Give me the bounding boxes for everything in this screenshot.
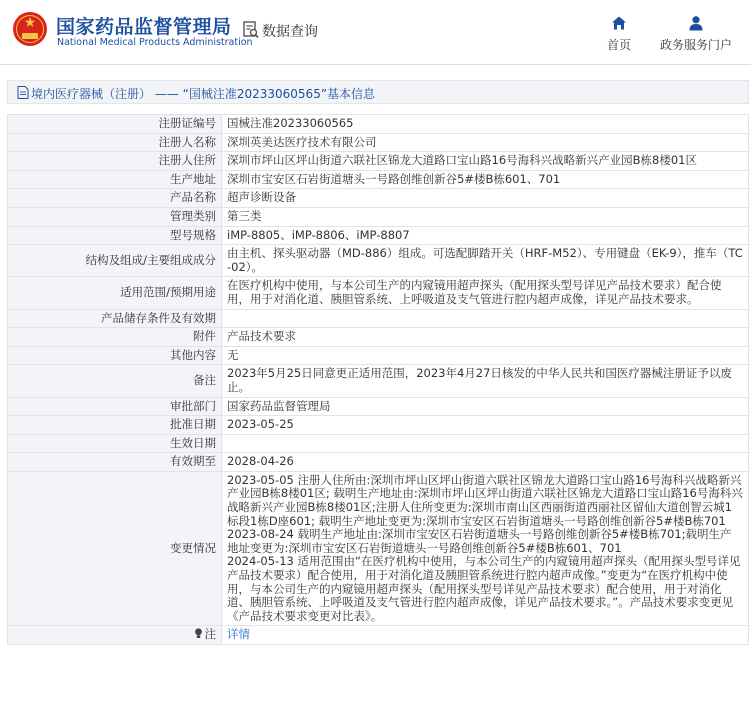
nav-portal-button[interactable] [656, 15, 736, 53]
row-label: 审批部门 [8, 397, 222, 416]
table-row [8, 434, 749, 453]
row-label: 注册证编号 [8, 115, 222, 134]
row-label: 适用范围/预期用途 [8, 277, 222, 309]
row-value [222, 434, 749, 453]
national-emblem-icon: ★ [13, 12, 47, 46]
table-row [8, 152, 749, 171]
document-icon [17, 86, 29, 99]
row-label: 备注 [8, 365, 222, 397]
row-value: 深圳市宝安区石岩街道塘头一号路创维创新谷5#楼B栋601、701 [222, 170, 749, 189]
row-label: 生效日期 [8, 434, 222, 453]
row-value: 国家药品监督管理局 [222, 397, 749, 416]
table-row [8, 245, 749, 277]
row-label: 产品储存条件及有效期 [8, 309, 222, 328]
row-label: 批准日期 [8, 416, 222, 435]
row-label: 生产地址 [8, 170, 222, 189]
row-label: 注册人名称 [8, 133, 222, 152]
nav-home-button[interactable] [602, 15, 636, 53]
row-label: 注册人住所 [8, 152, 222, 171]
table-row [8, 309, 749, 328]
site-name-en: National Medical Products Administration [57, 37, 253, 48]
table-row [8, 277, 749, 309]
breadcrumb [7, 80, 749, 104]
row-value: 超声诊断设备 [222, 189, 749, 208]
row-value: 在医疗机构中使用，与本公司生产的内窥镜用超声探头（配用探头型号详见产品技术要求）配合使用，用于对消化道、胰胆管系统、上呼吸道及支气管进行腔内超声成像，详见产品技术要求。 [222, 277, 749, 309]
row-value: 深圳英美达医疗技术有限公司 [222, 133, 749, 152]
note-label: 注 [204, 627, 216, 642]
site-name-cn[interactable]: 国家药品监督管理局 [56, 16, 232, 38]
row-value: 由主机、探头驱动器（MD-886）组成。可选配脚踏开关（HRF-M52）、专用键盘（EK-9），推车（TC-02）。 [222, 245, 749, 277]
table-row [8, 397, 749, 416]
nav-portal-label: 政务服务门户 [659, 38, 732, 52]
row-value-note [222, 626, 749, 645]
data-query-link[interactable]: 数据查询 [262, 24, 318, 40]
data-query-icon[interactable] [243, 21, 259, 39]
table-row [8, 133, 749, 152]
table-row [8, 346, 749, 365]
row-value: 无 [222, 346, 749, 365]
site-header [0, 0, 751, 65]
row-label: 其他内容 [8, 346, 222, 365]
row-label: 附件 [8, 328, 222, 347]
row-label: 有效期至 [8, 453, 222, 472]
row-label-note [8, 626, 222, 645]
row-value: 2023-05-25 [222, 416, 749, 435]
home-icon [611, 15, 627, 31]
table-row [8, 189, 749, 208]
row-label: 产品名称 [8, 189, 222, 208]
table-row [8, 471, 749, 626]
row-value: 深圳市坪山区坪山街道六联社区锦龙大道路口宝山路16号海科兴战略新兴产业园B栋8楼01区 [222, 152, 749, 171]
table-row [8, 626, 749, 645]
table-row [8, 115, 749, 134]
breadcrumb-text: 境内医疗器械（注册） —— “国械注准20233060565”基本信息 [31, 87, 376, 101]
table-row [8, 207, 749, 226]
row-label: 管理类别 [8, 207, 222, 226]
user-icon [688, 15, 704, 31]
row-label: 型号规格 [8, 226, 222, 245]
table-row [8, 170, 749, 189]
table-row [8, 365, 749, 397]
row-value [222, 309, 749, 328]
details-link[interactable]: 详情 [227, 627, 250, 642]
table-row [8, 416, 749, 435]
change-history-value: 2023-05-05 注册人住所由:深圳市坪山区坪山街道六联社区锦龙大道路口宝山路16号海科兴战略新兴产业园B栋8楼01区; 载明生产地址由:深圳市坪山区坪山街道六联社区锦龙大道路口宝山路16号海科兴战略新兴产业园B栋8楼01区;注册人住所变更为:深圳市南山区西丽街道西丽社区留仙大道创智云城1标段1栋D座601; 载明生产地址变更为:深圳市宝安区石岩街道塘头一号路创维创新谷5#楼B栋701 2023-08-24 载明生产地址由:深圳市宝安区石岩街道塘头一号路创维创新谷5#楼B栋701;载明生产地址变更为:深圳市宝安区石岩街道塘头一号路创维创新谷5#楼B栋601、701 2024-05-13 适用范围由“在医疗机构中使用，与本公司生产的内窥镜用超声探头（配用探头型号详见产品技术要求）配合使用，用于对消化道及胰胆管系统进行腔内超声成像。”变更为“在医疗机构中使用，与本公司生产的内窥镜用超声探头（配用探头型号详见产品技术要求）配合使用，用于对消化道、胰胆管系统、上呼吸道及支气管进行腔内超声成像，详见产品技术要求。”。产品技术要求变更见《产品技术要求变更对比表》。 [222, 471, 749, 626]
row-value: 国械注准20233060565 [222, 115, 749, 134]
nav-home-label: 首页 [606, 38, 631, 52]
bulb-icon [194, 628, 203, 639]
row-value: 2028-04-26 [222, 453, 749, 472]
registration-info-table [7, 114, 749, 645]
row-value: 2023年5月25日同意更正适用范围，2023年4月27日核发的中华人民共和国医疗器械注册证予以废止。 [222, 365, 749, 397]
row-value: 第三类 [222, 207, 749, 226]
row-label: 结构及组成/主要组成成分 [8, 245, 222, 277]
row-value: 产品技术要求 [222, 328, 749, 347]
table-row [8, 453, 749, 472]
table-row [8, 226, 749, 245]
table-row [8, 328, 749, 347]
row-value: iMP-8805、iMP-8806、iMP-8807 [222, 226, 749, 245]
row-label: 变更情况 [8, 471, 222, 626]
